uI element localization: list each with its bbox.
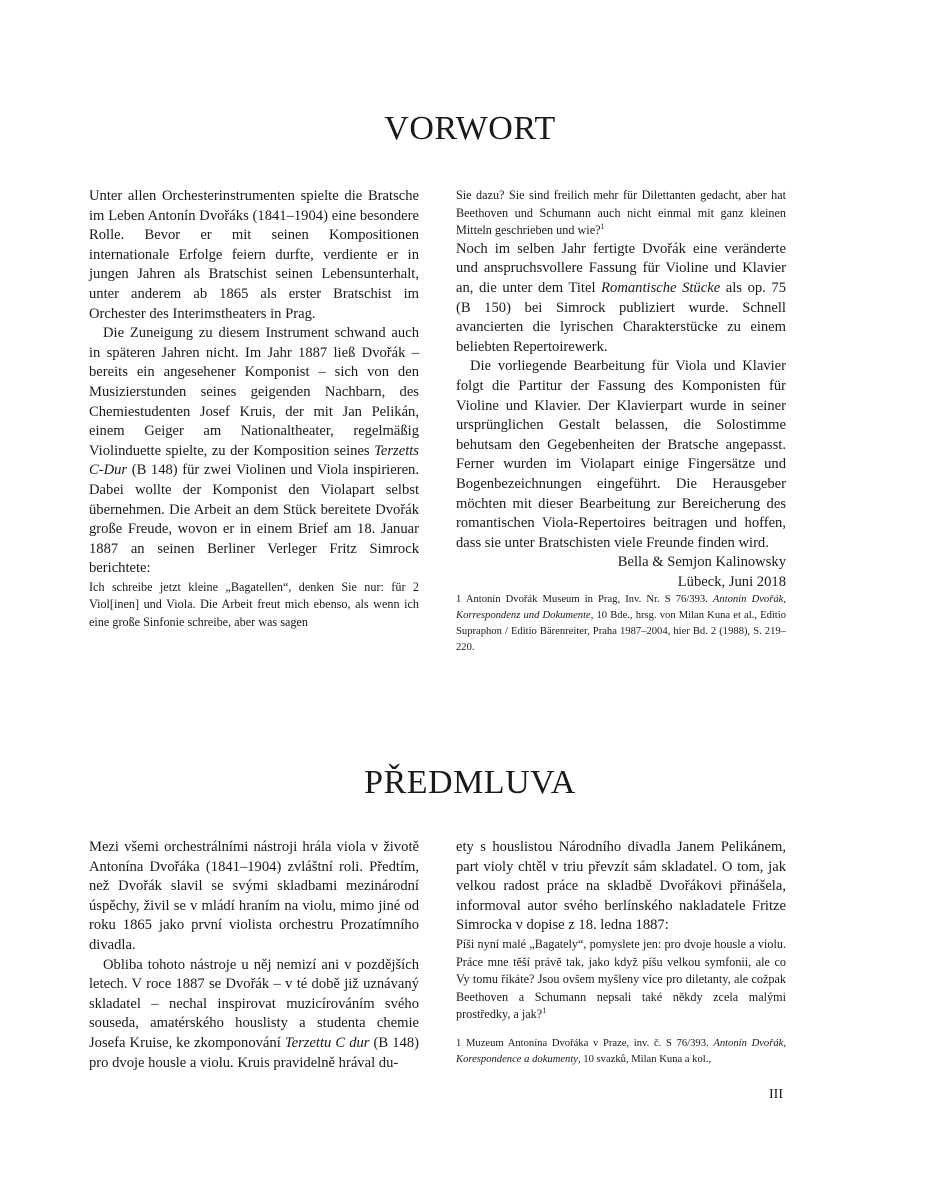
signature-names: Bella & Semjon Kalinowsky (617, 554, 786, 571)
vorwort-paragraph-3-text-b: als op. 75 (B 150) bei Simrock publiziert wurde. Schnell avancierten die lyrischen Charakterstücke zu einem beliebten Repertoirewerk. (456, 279, 786, 355)
vorwort-title: VORWORT (384, 110, 556, 147)
vorwort-letter-quote-start: Ich schreibe jetzt kleine „Bagatellen“, denken Sie nur: für 2 Viol[inen] und Viola. Die Arbeit freut mich ebenso, als wenn ich eine große Sinfonie schreibe, aber was sagen (89, 579, 419, 630)
vorwort-paragraph-2-text-a: Die Zuneigung zu diesem Instrument schwand auch in späteren Jahren nicht. Im Jahr 1887 ließ Dvořák – bereits ein angesehener Komponist – sich von den Musizierstunden seines geigenden Nachbarn, des Chemiestudenten Josef Kruis, der mit Jan Pelikán, einem Geiger am Nationaltheater, regelmäßig Violinduette spielte, zu der Komposition seines (89, 325, 419, 459)
predmluva-letter-quote-text: Píši nyní malé „Bagately“, pomyslete jen: pro dvoje housle a violu. Práce mne těší právě tak, jako když píšu velkou symfonii, ale co Vy tomu říkáte? Jsou ovšem myšleny více pro diletanty, ale cožpak Beethoven a Schumann nepsali také někdy zcela malými prostředky, a jak? (456, 936, 786, 1022)
predmluva-footnote (456, 1036, 786, 1068)
vorwort-paragraph-3-text-a: Noch im selben Jahr fertigte Dvořák eine veränderte und anspruchsvollere Fassung für Violine und Klavier an, die unter dem Titel (456, 240, 786, 296)
vorwort-paragraph-3 (456, 240, 786, 358)
predmluva-footnote-text-b: , 10 svazků, Milan Kuna a kol., (578, 1053, 711, 1065)
page-number: III (769, 1087, 783, 1102)
predmluva-footnote-text-a: 1 Muzeum Antonína Dvořáka v Praze, inv. č. S 76/393. (456, 1037, 714, 1049)
vorwort-footnote-text-a: 1 Antonín Dvořák Museum in Prag, Inv. Nr. S 76/393. (456, 594, 713, 606)
vorwort-footnote (456, 592, 786, 656)
vorwort-paragraph-2-text-b: (B 148) für zwei Violinen und Viola inspirieren. Dabei wollte der Komponist den Violapart selbst übernehmen. Die Arbeit an dem Stück bereitete Dvořák große Freude, wovon er in einem Brief am 18. Januar 1887 an seinen Berliner Verleger Fritz Simrock berichtete: (89, 462, 419, 577)
vorwort-footnote-title: Antonín Dvořák, Korrespondenz und Dokumente (456, 594, 786, 622)
predmluva-paragraph-2 (89, 956, 419, 1074)
predmluva-paragraph-3: ety s houslistou Národního divadla Janem Pelikánem, part violy chtěl v triu převzít sám skladatel. O tom, jak velkou radost práce na skladbě Dvořákovi přinášela, informoval autor svého berlínského nakladatele Fritze Simrocka v dopise z 18. ledna 1887: (456, 839, 786, 934)
predmluva-title: PŘEDMLUVA (364, 764, 576, 801)
predmluva-work-title-terzetto: Terzettu C dur (284, 1034, 370, 1051)
predmluva-footnote-title: Antonín Dvořák, Korespondence a dokumenty (456, 1037, 786, 1065)
vorwort-letter-quote-end-text: Sie dazu? Sie sind freilich mehr für Dilettanten gedacht, aber hat Beethoven und Schumann auch nicht einmal mit ganz kleinen Mitteln geschrieben und wie? (456, 188, 786, 238)
vorwort-work-title-terzett: Terzetts C-Dur (89, 442, 419, 479)
vorwort-paragraph-1: Unter allen Orchesterinstrumenten spielte die Bratsche im Leben Antonín Dvořáks (1841–1904) eine besondere Rolle. Bevor er mit seinen Kompositionen internationale Erfolge feiern durfte, verdiente er in jungen Jahren als Bratschist seinen Lebensunterhalt, unter anderem ab 1865 als erster Bratschist im Orchester des Interimstheaters in Prag. (89, 188, 419, 322)
predmluva-letter-quote (456, 936, 786, 1024)
vorwort-paragraph-4: Die vorliegende Bearbeitung für Viola und Klavier folgt die Partitur der Fassung des Komponisten für Violine und Klavier. Der Klavierpart wurde in seiner ursprünglichen Gestalt belassen, die Solostimme behutsam den Gegebenheiten der Bratsche angepasst. Ferner wurden im Violapart einige Fingersätze und Bogenbezeichnungen eingeführt. Die Herausgeber möchten mit dieser Bearbeitung zur Bereicherung des romantischen Viola-Repertoires beitragen und hoffen, dass sie unter Bratschisten viele Freunde finden wird. (456, 358, 786, 551)
predmluva-paragraph-2-text-a: Obliba tohoto nástroje u něj nemizí ani v pozdějších letech. V roce 1887 se Dvořák – v té době již uznávaný skladatel – nechal inspirovat muzicírováním svého souseda, amatérského houslisty a studenta chemie Josefa Kruise, ke zkomponování (89, 956, 419, 1051)
predmluva-left-column (89, 838, 419, 1073)
footnote-marker: 1 (600, 222, 605, 232)
vorwort-paragraph-2 (89, 324, 419, 579)
vorwort-right-column (456, 187, 786, 656)
footnote-marker: 1 (542, 1006, 547, 1016)
predmluva-paragraph-1: Mezi všemi orchestrálními nástroji hrála viola v životě Antonína Dvořáka (1841–1904) zvláštní roli. Předtím, než Dvořák slavil se svými skladbami mezinárodní úspěchy, živil se v mládí hraním na violu, mimo jiné od roku 1865 jako první violista orchestru Prozatímního divadla. (89, 839, 419, 953)
signature (456, 553, 786, 592)
vorwort-letter-quote-end (456, 187, 786, 240)
vorwort-left-column (89, 187, 419, 632)
vorwort-footnote-text-b: , 10 Bde., hrsg. von Milan Kuna et al., Editio Supraphon / Editio Bärenreiter, Praha 1987–2004, hier Bd. 2 (1988), S. 219–220. (456, 610, 786, 654)
vorwort-work-title-romantische: Romantische Stücke (601, 279, 721, 296)
predmluva-paragraph-2-text-b: (B 148) pro dvoje housle a violu. Kruis pravidelně hrával du- (89, 1034, 419, 1071)
predmluva-right-column (456, 838, 786, 1068)
signature-place-date: Lübeck, Juni 2018 (677, 573, 786, 590)
